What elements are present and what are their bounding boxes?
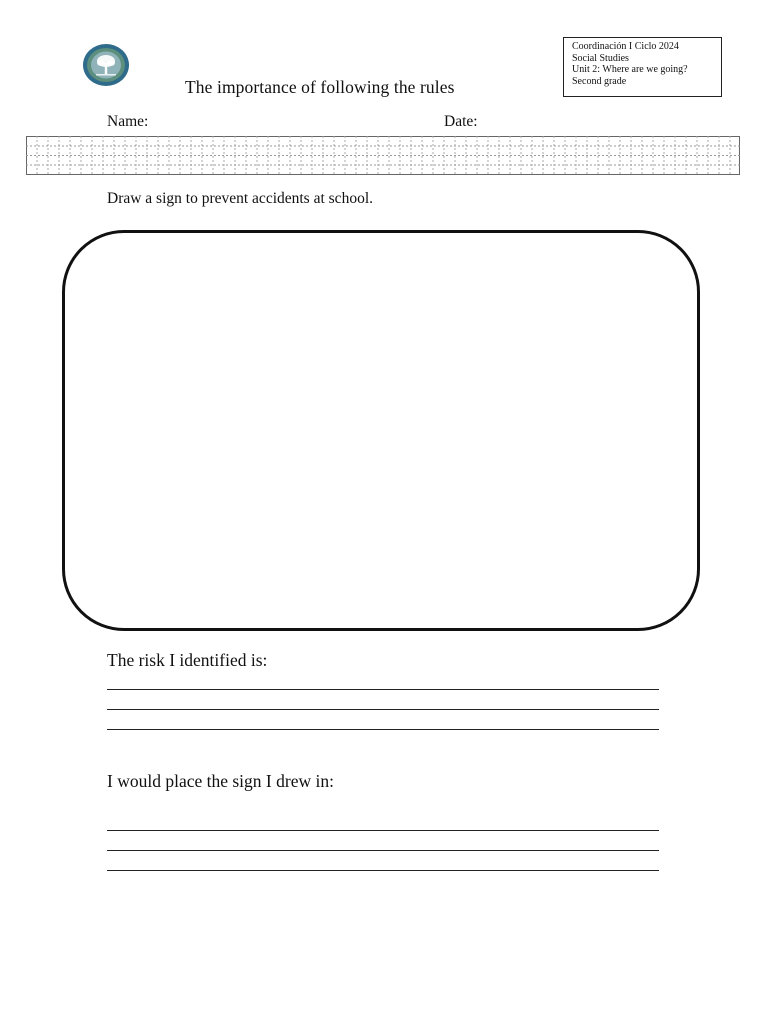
sign-location-question: I would place the sign I drew in: — [107, 771, 334, 791]
sign-drawing-area[interactable] — [62, 230, 700, 631]
risk-question: The risk I identified is: — [107, 650, 268, 670]
risk-answer-line-2[interactable] — [107, 709, 659, 710]
drawing-instruction: Draw a sign to prevent accidents at school. — [107, 190, 373, 207]
course-info-box — [563, 37, 722, 97]
location-answer-line-2[interactable] — [107, 850, 659, 851]
worksheet-title: The importance of following the rules — [185, 77, 455, 97]
school-logo-icon — [82, 43, 130, 87]
risk-answer-line-1[interactable] — [107, 689, 659, 690]
unit-line: Unit 2: Where are we going? — [572, 64, 688, 75]
name-date-writing-grid[interactable] — [26, 136, 740, 175]
grade-line: Second grade — [572, 75, 627, 87]
risk-answer-line-3[interactable] — [107, 729, 659, 730]
date-label: Date: — [444, 113, 478, 130]
subject-line: Social Studies — [572, 52, 629, 64]
location-answer-line-1[interactable] — [107, 830, 659, 831]
coordination-line: Coordinación I Ciclo 2024 — [572, 41, 679, 52]
location-answer-line-3[interactable] — [107, 870, 659, 871]
name-label: Name: — [107, 113, 149, 130]
